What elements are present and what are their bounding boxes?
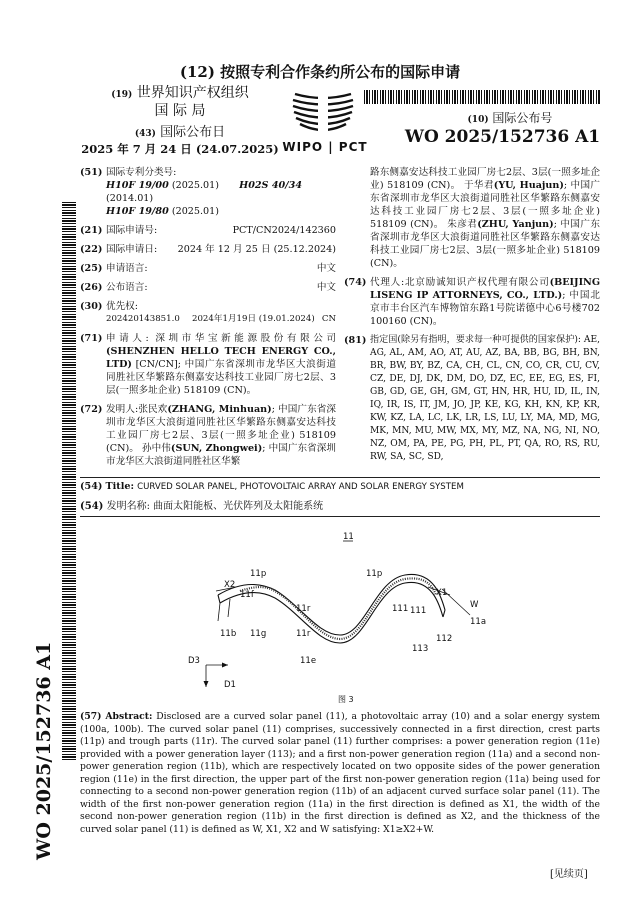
label-11e: 11e xyxy=(300,656,317,666)
label-11r-lower: 11r xyxy=(296,629,311,639)
application-number-row: (21) 国际申请号: PCT/CN2024/142360 xyxy=(80,225,336,236)
label-w: W xyxy=(470,600,479,610)
wipo-pct-text: WIPO | PCT xyxy=(282,140,368,154)
ipc-values: H10F 19/00 (2025.01) H02S 40/34 (2014.01) H10F 19/80 (2025.01) xyxy=(106,180,303,217)
organization-name: (19) 世界知识产权组织 xyxy=(111,85,249,101)
label-11f: 11f xyxy=(240,590,254,600)
label-113: 113 xyxy=(412,644,429,654)
divider-bottom xyxy=(80,516,600,517)
label-11r-upper: 11r xyxy=(296,604,311,614)
filing-date-row: (22) 国际申请日: 2024 年 12 月 25 日 (25.12.2024) xyxy=(80,244,336,255)
inventor-continued: 路东侧嘉安达科技工业园厂房七2层、3层(一照多址企业) 518109 (CN)。 于华君(YU, Huajun); 中国广东省深圳市龙华区大浪街道同胜社区华繁路东侧嘉安达科技工业园厂房七2层、3层(一照多址企业) 518109 (CN)。 朱彦君(ZHU, Yanjun); 中国广东省深圳市龙华区大浪街道同胜社区华繁路东侧嘉安达科技工业园厂房七2层、3层(一照多址企业) 518109 (CN)。 xyxy=(370,167,600,269)
label-11p-right: 11p xyxy=(366,569,383,579)
document-type-title: (12) 按照专利合作条约所公布的国际申请 xyxy=(179,63,461,81)
figure-ref-label: 11 xyxy=(343,532,354,542)
label-111-lower: 111 xyxy=(410,606,427,616)
organization-sub: 国 际 局 xyxy=(154,103,206,119)
biblio-right-column xyxy=(344,166,600,464)
abstract: (57) Abstract: Disclosed are a curved solar panel (11), a photovoltaic array (10) and a solar energy system (100a, 100b). The curved solar panel (11) comprises, successively connected in a first direction, crest parts (11p) and trough parts (11r). The curved solar panel (11) further comprises: a power generation region (11e) provided with a power generation layer (113); and a first non-power generation region (11a) and a second non-power generation region (11b), which are respectively located on two opposite sides of the power generation region (11e) in the first direction, the upper part of the first non-power generation region (11a) being used for connecting to a second non-power generation region (11b) of an adjacent curved surface solar panel (11). The width of the first non-power generation region (11a) in the first direction is defined as X1, the width of the second non-power generation region (11b) in the first direction is defined as X2, and the thickness of the curved solar panel (11) is defined as W, X1, X2 and W satisfying: X1≥X2+W. xyxy=(80,711,600,835)
title-english: (54) Title: CURVED SOLAR PANEL, PHOTOVOLTAIC ARRAY AND SOLAR ENERGY SYSTEM xyxy=(80,481,464,492)
inventor-row: (72) 发明人:张民欢(ZHANG, Minhuan); 中国广东省深圳市龙华区大浪街道同胜社区华繁路东侧嘉安达科技工业园厂房七2层、3层(一照多址企业) 518109 (CN)。 孙中伟(SUN, Zhongwei); 中国广东省深圳市龙华区大浪街道同胜社区华繁 xyxy=(80,404,337,467)
publication-date: 2025 年 7 月 24 日 (24.07.2025) xyxy=(81,142,279,156)
figure-3-drawing xyxy=(180,525,520,705)
label-x2: X2 xyxy=(224,580,236,590)
label-111-upper: 111 xyxy=(392,604,409,614)
label-11a: 11a xyxy=(470,617,487,627)
agent-row: (74) 代理人:北京励诚知识产权代理有限公司(BEIJING LISENG IP ATTORNEYS, CO., LTD.); 中国北京市丰台区汽车博物馆东路1号院诺德中心6号楼702 100160 (CN)。 xyxy=(344,277,601,327)
divider-top xyxy=(80,477,600,478)
label-112: 112 xyxy=(436,634,453,644)
barcode-top-icon xyxy=(364,90,600,104)
priority-values: 202420143851.0 2024年1月19日 (19.01.2024) CN xyxy=(106,314,336,324)
label-d3: D3 xyxy=(188,656,200,666)
label-11p-left: 11p xyxy=(250,569,267,579)
ipc-row: (51) 国际专利分类号: xyxy=(80,167,177,178)
designated-states-row: (81) 指定国(除另有指明，要求每一种可提供的国家保护): AE, AG, AL, AM, AO, AT, AU, AZ, BA, BB, BG, BH, BN, BR, BW, BY, BZ, CA, CH, CL, CN, CO, CR, CU, CV, CZ, DE, DJ, DK, DM, DO, DZ, EC, EE, EG, ES, FI, GB, GD, GE, GH, GM, GT, HN, HR, HU, ID, IL, IN, IQ, IR, IS, IT, JM, JO, JP, KE, KG, KH, KN, KP, KR, KW, KZ, LA, LC, LK, LR, LS, LU, LY, MA, MD, MG, MK, MN, MU, MW, MX, MY, MZ, NA, NG, NI, NO, NZ, OM, PA, PE, PG, PH, PL, PT, QA, RO, RS, RU, RW, SA, SC, SD, xyxy=(344,335,600,462)
continued-marker: [见续页] xyxy=(550,869,588,880)
label-x1: X1 xyxy=(436,588,448,598)
title-chinese: (54) 发明名称: 曲面太阳能板、光伏阵列及太阳能系统 xyxy=(80,501,324,512)
publication-number-label: (10) 国际公布号 xyxy=(467,111,553,125)
label-11b: 11b xyxy=(220,629,237,639)
label-11g: 11g xyxy=(250,629,267,639)
publication-number: WO 2025/152736 A1 xyxy=(404,127,601,147)
biblio-left-column xyxy=(80,166,336,468)
publication-language-row: (26) 公布语言: 中文 xyxy=(80,282,336,293)
publication-date-label: (43) 国际公布日 xyxy=(134,125,226,140)
priority-row: (30) 优先权: xyxy=(80,301,139,312)
panel-upper-surface xyxy=(218,574,448,635)
applicant-row: (71) 申请人: 深圳市华宝新能源股份有限公司 (SHENZHEN HELLO TECH ENERGY CO., LTD) [CN/CN]; 中国广东省深圳市龙华区大浪街道同胜社区华繁路东侧嘉安达科技工业园厂房七2层、3层(一照多址企业) 518109 (CN)。 xyxy=(80,333,337,396)
figure-caption: 图 3 xyxy=(338,695,354,704)
filing-language-row: (25) 申请语言: 中文 xyxy=(80,263,336,274)
label-d1: D1 xyxy=(224,680,236,690)
side-publication-number: WO 2025/152736 A1 xyxy=(33,641,55,860)
